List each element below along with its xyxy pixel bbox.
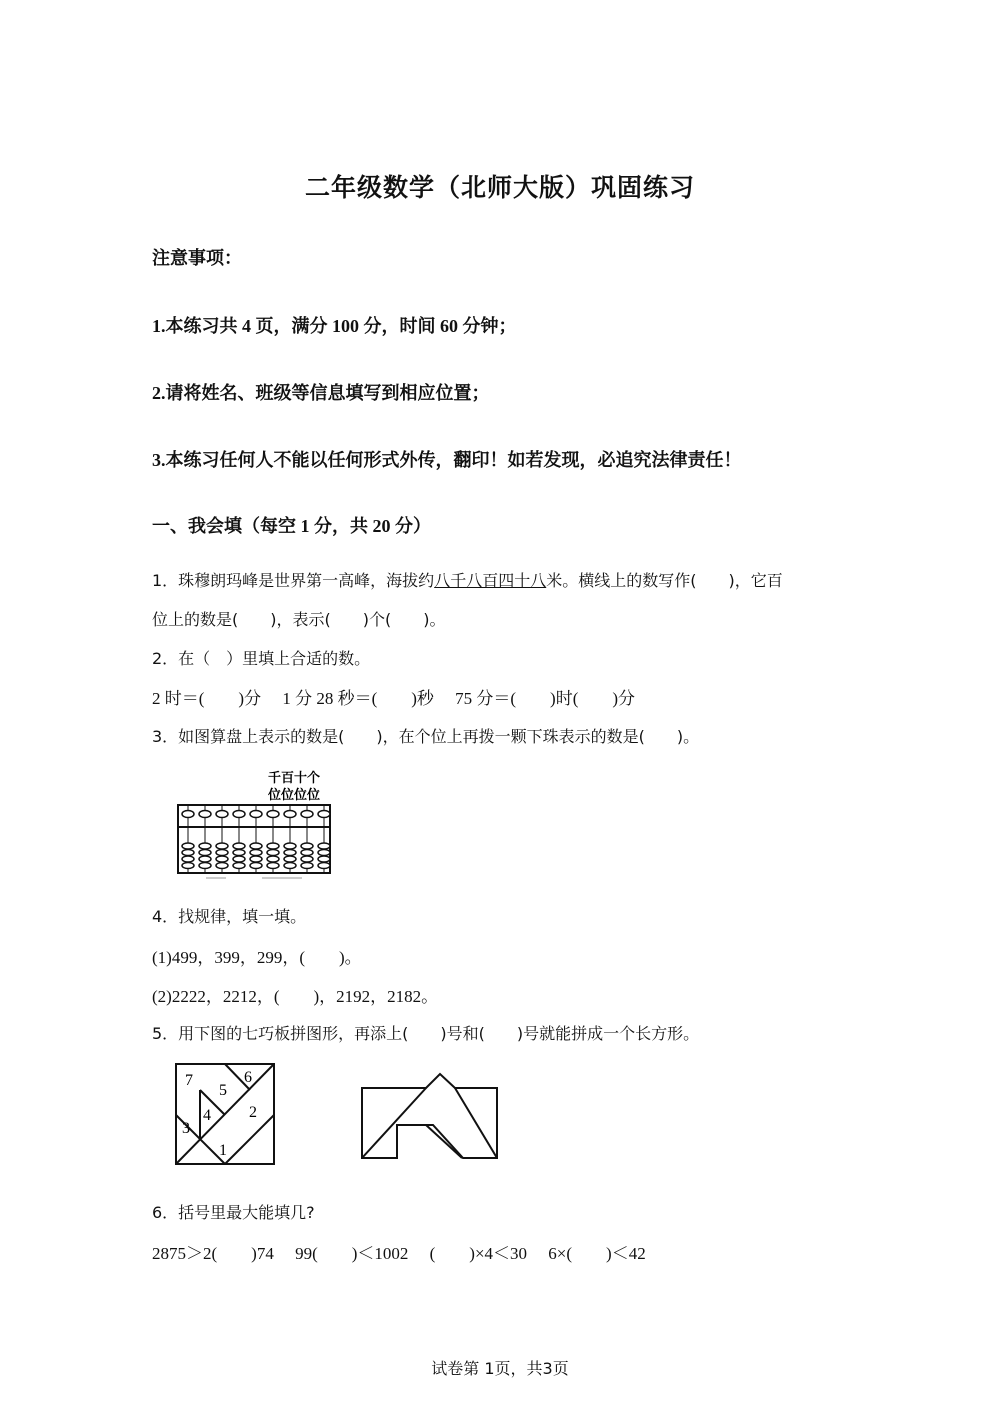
- abacus-lower-bead: [301, 843, 313, 849]
- abacus-lower-bead: [284, 863, 296, 869]
- abacus-lower-bead: [267, 843, 279, 849]
- abacus-lower-bead: [284, 843, 296, 849]
- tangram-figures: [170, 1060, 510, 1172]
- abacus-lower-bead: [233, 850, 245, 856]
- question-1-line-2: 位上的数是( )，表示( )个( )。: [152, 610, 446, 629]
- abacus-lower-bead: [216, 843, 228, 849]
- abacus-lower-bead: [250, 843, 262, 849]
- question-6-text: 6．括号里最大能填几?: [152, 1203, 315, 1222]
- abacus-lower-bead: [233, 856, 245, 862]
- abacus-lower-bead: [199, 863, 211, 869]
- page-title: 二年级数学（北师大版）巩固练习: [304, 173, 695, 202]
- question-4-line-2: (2)2222，2212，( )，2192，2182。: [152, 987, 439, 1006]
- tangram-label-1: 1: [219, 1142, 227, 1159]
- tangram-label-7: 7: [185, 1072, 193, 1089]
- abacus-upper-bead: [301, 811, 313, 818]
- abacus-lower-bead: [182, 863, 194, 869]
- tangram-label-4: 4: [203, 1107, 211, 1124]
- abacus-upper-bead: [182, 811, 194, 818]
- abacus-rods: [182, 805, 330, 873]
- abacus-lower-bead: [301, 856, 313, 862]
- notice-item-1: 1.本练习共 4 页，满分 100 分，时间 60 分钟；: [152, 316, 517, 336]
- abacus-lower-bead: [318, 863, 330, 869]
- question-4-text: 4．找规律，填一填。: [152, 907, 307, 926]
- abacus-lower-bead: [182, 843, 194, 849]
- abacus-header-top: 千百十个: [268, 771, 321, 786]
- abacus-lower-bead: [301, 850, 313, 856]
- abacus-lower-bead: [216, 863, 228, 869]
- question-3-text: 3．如图算盘上表示的数是( )，在个位上再拨一颗下珠表示的数是( )。: [152, 727, 700, 746]
- abacus-lower-bead: [250, 856, 262, 862]
- question-1-line-1: [152, 568, 783, 591]
- abacus-lower-bead: [284, 850, 296, 856]
- abacus-lower-bead: [318, 856, 330, 862]
- abacus-lower-bead: [182, 850, 194, 856]
- section-heading: 一、我会填（每空 1 分，共 20 分）: [152, 516, 431, 536]
- abacus-lower-bead: [233, 843, 245, 849]
- question-1-text-post: 米。横线上的数写作( )，它百: [546, 571, 783, 590]
- abacus-lower-bead: [267, 856, 279, 862]
- abacus-lower-bead: [318, 850, 330, 856]
- abacus-upper-bead: [216, 811, 228, 818]
- abacus-lower-bead: [216, 856, 228, 862]
- abacus-lower-bead: [216, 850, 228, 856]
- abacus-lower-bead: [267, 850, 279, 856]
- abacus-upper-bead: [318, 811, 330, 818]
- abacus-lower-bead: [284, 856, 296, 862]
- notice-item-3: 3.本练习任何人不能以任何形式外传，翻印！如若发现，必追究法律责任！: [152, 450, 742, 470]
- tangram-composed-shape: [362, 1074, 497, 1158]
- tangram-label-2: 2: [249, 1104, 257, 1121]
- abacus-lower-bead: [250, 850, 262, 856]
- abacus-lower-bead: [182, 856, 194, 862]
- question-2-text: 2．在（ ）里填上合适的数。: [152, 649, 371, 668]
- abacus-figure: [172, 766, 342, 886]
- abacus-lower-bead: [199, 856, 211, 862]
- abacus-upper-bead: [250, 811, 262, 818]
- question-1-text-pre: 1．珠穆朗玛峰是世界第一高峰，海拔约: [152, 571, 435, 590]
- question-2-line: 2 时＝( )分 1 分 28 秒＝( )秒 75 分＝( )时( )分: [152, 689, 636, 708]
- abacus-lower-bead: [199, 843, 211, 849]
- abacus-lower-bead: [318, 843, 330, 849]
- tangram-label-6: 6: [244, 1069, 252, 1086]
- abacus-lower-bead: [250, 863, 262, 869]
- abacus-lower-bead: [233, 863, 245, 869]
- question-4-line-1: (1)499，399，299，( )。: [152, 948, 362, 967]
- abacus-lower-bead: [267, 863, 279, 869]
- abacus-header-bottom: 位位位位: [268, 788, 321, 803]
- question-1-underlined-number: 八千八百四十八: [434, 571, 547, 590]
- abacus-lower-bead: [301, 863, 313, 869]
- abacus-upper-bead: [233, 811, 245, 818]
- tangram-label-5: 5: [219, 1082, 227, 1099]
- question-6-line: 2875＞2( )74 99( )＜1002 ( )×4＜30 6×( )＜42: [152, 1244, 646, 1263]
- abacus-upper-bead: [284, 811, 296, 818]
- abacus-lower-bead: [199, 850, 211, 856]
- abacus-upper-bead: [199, 811, 211, 818]
- tangram-label-3: 3: [182, 1120, 190, 1137]
- page-footer: 试卷第 1页，共3页: [431, 1359, 569, 1378]
- notice-heading: 注意事项：: [152, 248, 242, 269]
- notice-item-2: 2.请将姓名、班级等信息填写到相应位置；: [152, 383, 490, 403]
- abacus-upper-bead: [267, 811, 279, 818]
- question-5-text: 5．用下图的七巧板拼图形，再添上( )号和( )号就能拼成一个长方形。: [152, 1024, 700, 1043]
